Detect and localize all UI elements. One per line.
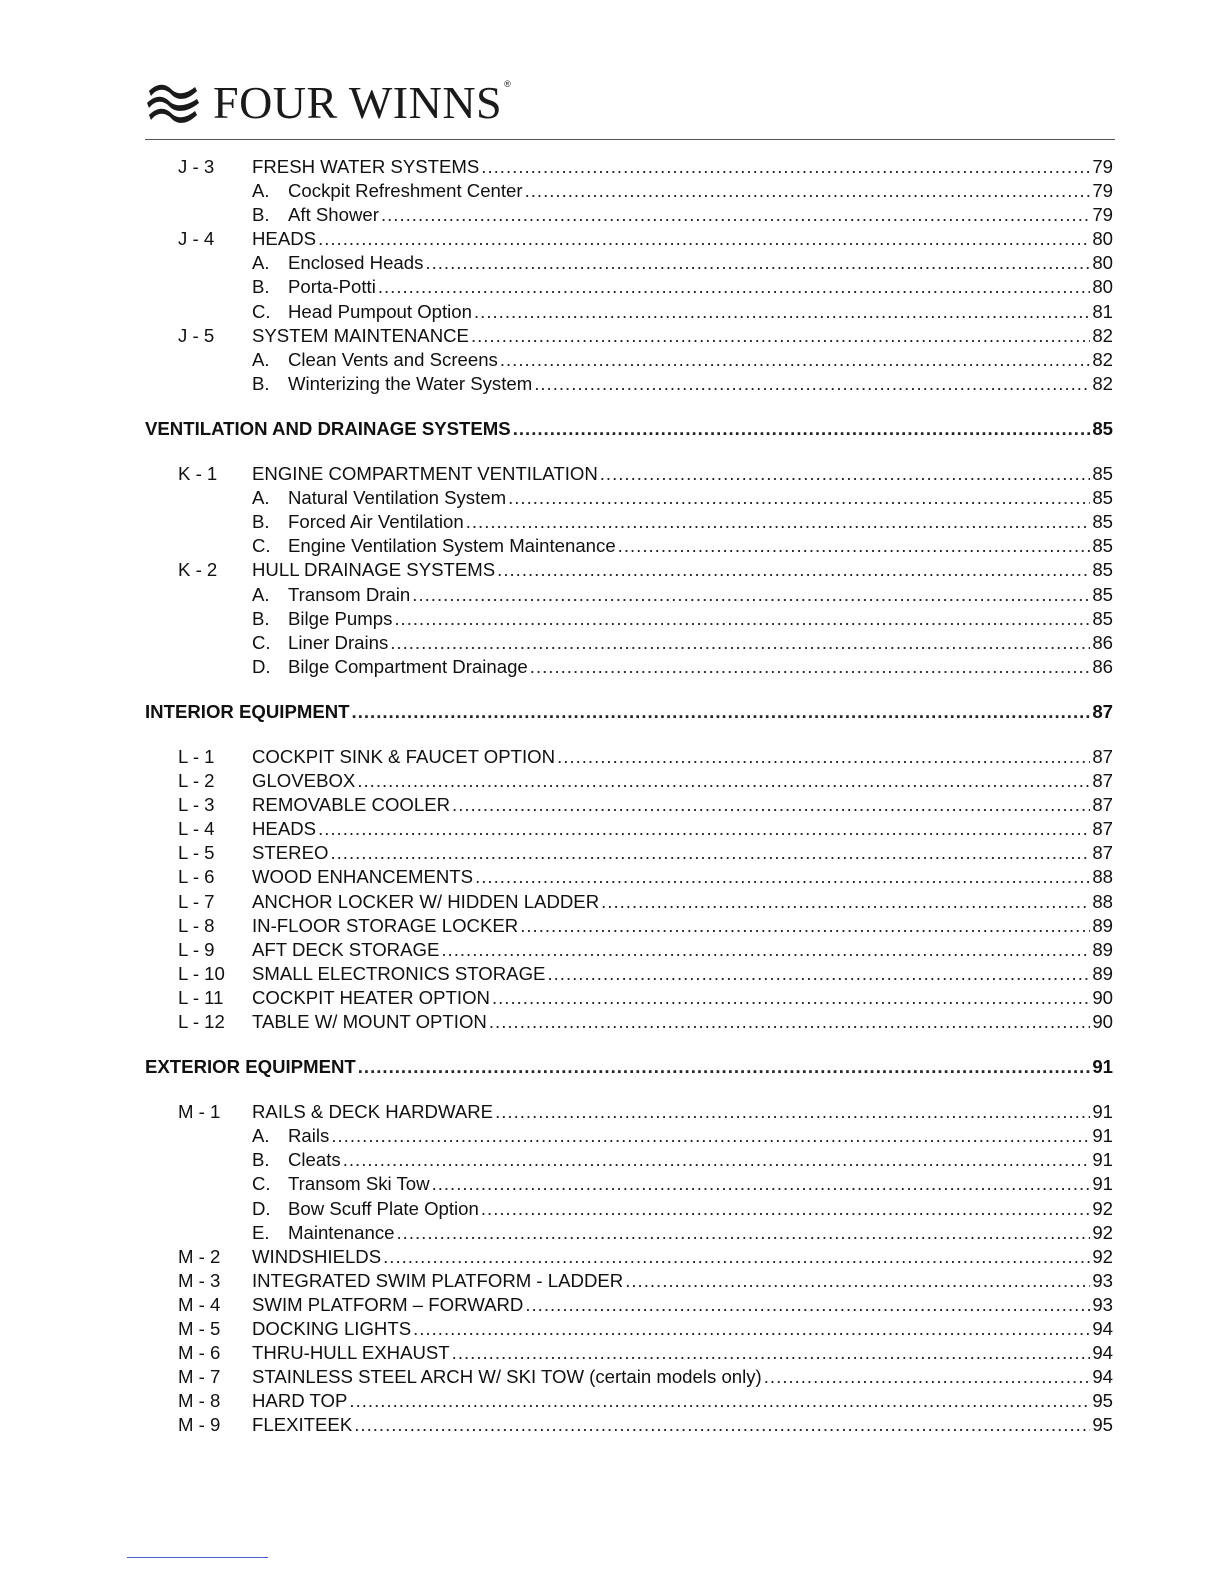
dot-leader xyxy=(432,1172,1091,1196)
toc-page-number: 93 xyxy=(1092,1293,1113,1315)
toc-entry[interactable] xyxy=(145,1413,1113,1437)
toc-subentry-letter: C. xyxy=(252,535,271,557)
dot-leader xyxy=(383,1245,1090,1269)
toc-entry[interactable] xyxy=(145,914,1113,938)
dot-leader xyxy=(481,155,1090,179)
toc-page-number: 94 xyxy=(1092,1366,1113,1388)
toc-entry[interactable] xyxy=(145,1100,1113,1124)
toc-page-number: 87 xyxy=(1092,842,1113,864)
dot-leader xyxy=(412,583,1090,607)
toc-entry-title: STAINLESS STEEL ARCH W/ SKI TOW (certain models only) xyxy=(252,1366,762,1388)
toc-entry-title: EXTERIOR EQUIPMENT xyxy=(145,1056,356,1078)
dot-leader xyxy=(492,986,1090,1010)
toc-page-number: 85 xyxy=(1092,583,1113,605)
toc-page-number: 82 xyxy=(1092,372,1113,394)
toc-entry-number: K - 1 xyxy=(178,463,218,485)
toc-entry-title: Cockpit Refreshment Center xyxy=(288,180,523,202)
toc-entry-number: M - 4 xyxy=(178,1293,221,1315)
toc-page-number: 91 xyxy=(1092,1056,1113,1078)
dot-leader xyxy=(349,1389,1090,1413)
toc-entry-number: M - 2 xyxy=(178,1245,221,1267)
toc-entry-number: M - 1 xyxy=(178,1101,221,1123)
toc-section-heading[interactable] xyxy=(145,1055,1113,1079)
waves-logo-icon xyxy=(145,81,201,125)
toc-page-number: 91 xyxy=(1092,1125,1113,1147)
dot-leader xyxy=(474,300,1090,324)
dot-leader xyxy=(475,865,1090,889)
toc-page-number: 88 xyxy=(1092,866,1113,888)
toc-subentry[interactable] xyxy=(145,583,1113,607)
toc-subentry-letter: B. xyxy=(252,511,270,533)
dot-leader xyxy=(358,1055,1091,1079)
toc-page-number: 93 xyxy=(1092,1269,1113,1291)
dot-leader xyxy=(600,462,1091,486)
table-of-contents xyxy=(145,155,1113,1438)
toc-subentry[interactable] xyxy=(145,631,1113,655)
toc-entry[interactable] xyxy=(145,817,1113,841)
toc-page-number: 80 xyxy=(1092,276,1113,298)
toc-subentry[interactable] xyxy=(145,1124,1113,1148)
toc-page-number: 95 xyxy=(1092,1414,1113,1436)
dot-leader xyxy=(318,817,1090,841)
toc-entry-title: SMALL ELECTRONICS STORAGE xyxy=(252,962,546,984)
toc-entry-title: Winterizing the Water System xyxy=(288,372,533,394)
toc-page-number: 86 xyxy=(1092,631,1113,653)
toc-subentry-letter: B. xyxy=(252,1149,270,1171)
toc-page-number: 91 xyxy=(1092,1101,1113,1123)
dot-leader xyxy=(489,1010,1090,1034)
toc-page-number: 81 xyxy=(1092,300,1113,322)
dot-leader xyxy=(471,324,1090,348)
toc-entry-title: HARD TOP xyxy=(252,1390,348,1412)
toc-entry-title: Head Pumpout Option xyxy=(288,300,472,322)
toc-subentry[interactable] xyxy=(145,534,1113,558)
toc-entry-title: HULL DRAINAGE SYSTEMS xyxy=(252,559,496,581)
toc-entry-number: L - 6 xyxy=(178,866,215,888)
dot-leader xyxy=(557,745,1090,769)
toc-subentry-letter: A. xyxy=(252,348,270,370)
header-divider xyxy=(145,139,1115,140)
toc-entry-title: FLEXITEEK xyxy=(252,1414,353,1436)
toc-entry-title: HEADS xyxy=(252,228,317,250)
toc-entry-title: ENGINE COMPARTMENT VENTILATION xyxy=(252,463,598,485)
toc-entry[interactable] xyxy=(145,1389,1113,1413)
toc-subentry-letter: B. xyxy=(252,607,270,629)
toc-entry[interactable] xyxy=(145,986,1113,1010)
dot-leader xyxy=(764,1365,1091,1389)
toc-page-number: 94 xyxy=(1092,1318,1113,1340)
toc-page-number: 89 xyxy=(1092,938,1113,960)
toc-subentry[interactable] xyxy=(145,251,1113,275)
toc-entry-title: AFT DECK STORAGE xyxy=(252,938,440,960)
toc-entry-number: J - 5 xyxy=(178,324,215,346)
toc-page-number: 82 xyxy=(1092,348,1113,370)
toc-page-number: 79 xyxy=(1092,156,1113,177)
toc-entry-number: L - 9 xyxy=(178,938,215,960)
toc-subentry[interactable] xyxy=(145,1221,1113,1245)
toc-entry-title: Forced Air Ventilation xyxy=(288,511,464,533)
dot-leader xyxy=(330,841,1090,865)
toc-subentry[interactable] xyxy=(145,372,1113,396)
toc-page-number: 95 xyxy=(1092,1390,1113,1412)
dot-leader xyxy=(441,938,1090,962)
toc-entry-title: Transom Ski Tow xyxy=(288,1173,430,1195)
dot-leader xyxy=(318,227,1090,251)
dot-leader xyxy=(513,417,1091,441)
toc-entry[interactable] xyxy=(145,1365,1113,1389)
toc-page-number: 85 xyxy=(1092,487,1113,509)
toc-subentry[interactable] xyxy=(145,275,1113,299)
toc-page-number: 90 xyxy=(1092,1011,1113,1032)
section-spacer xyxy=(145,679,1113,700)
toc-entry-number: M - 7 xyxy=(178,1366,221,1388)
toc-subentry-letter: C. xyxy=(252,1173,271,1195)
toc-entry-title: Bilge Compartment Drainage xyxy=(288,655,528,677)
toc-entry-title: WOOD ENHANCEMENTS xyxy=(252,866,474,888)
toc-page-number: 89 xyxy=(1092,914,1113,936)
dot-leader xyxy=(413,1317,1090,1341)
section-spacer xyxy=(145,724,1113,745)
toc-entry-number: M - 8 xyxy=(178,1390,221,1412)
toc-entry-title: Engine Ventilation System Maintenance xyxy=(288,535,616,557)
section-spacer xyxy=(145,396,1113,417)
dot-leader xyxy=(481,1197,1090,1221)
dot-leader xyxy=(425,251,1090,275)
toc-entry-number: L - 7 xyxy=(178,890,215,912)
toc-entry-title: IN-FLOOR STORAGE LOCKER xyxy=(252,914,519,936)
toc-page-number: 79 xyxy=(1092,204,1113,226)
toc-entry-title: COCKPIT SINK & FAUCET OPTION xyxy=(252,745,556,767)
toc-subentry[interactable] xyxy=(145,607,1113,631)
toc-page-number: 87 xyxy=(1092,818,1113,840)
toc-entry[interactable] xyxy=(145,793,1113,817)
toc-entry-title: VENTILATION AND DRAINAGE SYSTEMS xyxy=(145,417,511,439)
toc-section-heading[interactable] xyxy=(145,700,1113,724)
toc-page-number: 80 xyxy=(1092,228,1113,250)
toc-entry-title: THRU-HULL EXHAUST xyxy=(252,1342,450,1364)
toc-page-number: 87 xyxy=(1092,700,1113,722)
toc-subentry-letter: D. xyxy=(252,655,271,677)
dot-leader xyxy=(331,1124,1090,1148)
toc-entry[interactable] xyxy=(145,1245,1113,1269)
toc-subentry-letter: B. xyxy=(252,204,270,226)
dot-leader xyxy=(530,655,1091,679)
toc-page-number: 80 xyxy=(1092,252,1113,274)
toc-page-number: 85 xyxy=(1092,511,1113,533)
toc-subentry-letter: A. xyxy=(252,1125,270,1147)
dot-leader xyxy=(547,962,1090,986)
toc-entry-title: Bow Scuff Plate Option xyxy=(288,1197,479,1219)
toc-entry-number: L - 11 xyxy=(178,986,224,1008)
toc-entry-title: GLOVEBOX xyxy=(252,770,356,792)
toc-entry[interactable] xyxy=(145,865,1113,889)
toc-entry-number: M - 9 xyxy=(178,1414,221,1436)
toc-subentry[interactable] xyxy=(145,486,1113,510)
toc-entry-title: Porta-Potti xyxy=(288,276,376,298)
toc-entry-title: ANCHOR LOCKER W/ HIDDEN LADDER xyxy=(252,890,600,912)
dot-leader xyxy=(390,631,1090,655)
toc-entry-number: L - 1 xyxy=(178,745,215,767)
dot-leader xyxy=(534,372,1090,396)
toc-entry-title: DOCKING LIGHTS xyxy=(252,1318,412,1340)
toc-page-number: 87 xyxy=(1092,794,1113,816)
dot-leader xyxy=(378,275,1090,299)
toc-page-number: 92 xyxy=(1092,1245,1113,1267)
toc-entry-title: Liner Drains xyxy=(288,631,389,653)
toc-page-number: 92 xyxy=(1092,1197,1113,1219)
toc-entry-title: Clean Vents and Screens xyxy=(288,348,498,370)
toc-subentry-letter: A. xyxy=(252,583,270,605)
dot-leader xyxy=(525,1293,1090,1317)
toc-page-number: 90 xyxy=(1092,986,1113,1008)
toc-entry-title: TABLE W/ MOUNT OPTION xyxy=(252,1011,487,1032)
toc-entry-title: Transom Drain xyxy=(288,583,411,605)
toc-subentry-letter: A. xyxy=(252,180,270,202)
dot-leader xyxy=(352,700,1091,724)
toc-entry-title: INTEGRATED SWIM PLATFORM - LADDER xyxy=(252,1269,624,1291)
dot-leader xyxy=(625,1269,1090,1293)
toc-page-number: 88 xyxy=(1092,890,1113,912)
toc-entry[interactable] xyxy=(145,841,1113,865)
dot-leader xyxy=(452,793,1090,817)
dot-leader xyxy=(495,1100,1090,1124)
dot-leader xyxy=(500,348,1090,372)
toc-entry-title: Cleats xyxy=(288,1149,341,1171)
toc-entry-title: INTERIOR EQUIPMENT xyxy=(145,700,350,722)
toc-page-number: 85 xyxy=(1092,607,1113,629)
toc-entry[interactable] xyxy=(145,227,1113,251)
toc-entry-title: Maintenance xyxy=(288,1221,395,1243)
toc-entry-title: SWIM PLATFORM – FORWARD xyxy=(252,1293,524,1315)
toc-subentry[interactable] xyxy=(145,510,1113,534)
toc-subentry[interactable] xyxy=(145,300,1113,324)
toc-subentry[interactable] xyxy=(145,203,1113,227)
toc-subentry[interactable] xyxy=(145,655,1113,679)
toc-page-number: 85 xyxy=(1092,463,1113,485)
toc-entry-number: M - 5 xyxy=(178,1318,221,1340)
toc-entry-number: J - 3 xyxy=(178,156,215,177)
toc-page-number: 89 xyxy=(1092,962,1113,984)
toc-entry-number: M - 6 xyxy=(178,1342,221,1364)
toc-page-number: 91 xyxy=(1092,1149,1113,1171)
toc-entry-title: SYSTEM MAINTENANCE xyxy=(252,324,469,346)
brand-logo-text: FOUR WINNS ® xyxy=(213,77,512,128)
toc-entry-title: REMOVABLE COOLER xyxy=(252,794,451,816)
footer-link-underline xyxy=(127,1557,268,1558)
toc-subentry-letter: B. xyxy=(252,372,270,394)
toc-entry-number: L - 8 xyxy=(178,914,215,936)
section-spacer xyxy=(145,441,1113,462)
toc-entry[interactable] xyxy=(145,1293,1113,1317)
toc-page-number: 94 xyxy=(1092,1342,1113,1364)
toc-subentry-letter: C. xyxy=(252,631,271,653)
dot-leader xyxy=(525,179,1091,203)
toc-entry[interactable] xyxy=(145,1010,1113,1034)
toc-page-number: 92 xyxy=(1092,1221,1113,1243)
brand-header xyxy=(145,78,511,128)
dot-leader xyxy=(601,890,1090,914)
toc-entry-number: L - 2 xyxy=(178,770,215,792)
toc-entry-number: M - 3 xyxy=(178,1269,221,1291)
dot-leader xyxy=(452,1341,1091,1365)
toc-entry-number: L - 12 xyxy=(178,1011,225,1032)
toc-subentry-letter: E. xyxy=(252,1221,270,1243)
toc-entry-title: HEADS xyxy=(252,818,317,840)
toc-subentry[interactable] xyxy=(145,1172,1113,1196)
toc-entry[interactable] xyxy=(145,890,1113,914)
dot-leader xyxy=(357,769,1090,793)
toc-entry-title: STEREO xyxy=(252,842,329,864)
toc-entry[interactable] xyxy=(145,962,1113,986)
toc-entry-number: L - 5 xyxy=(178,842,215,864)
toc-entry[interactable] xyxy=(145,558,1113,582)
toc-page-number: 91 xyxy=(1092,1173,1113,1195)
toc-page-number: 85 xyxy=(1092,417,1113,439)
toc-subentry-letter: D. xyxy=(252,1197,271,1219)
toc-page-number: 87 xyxy=(1092,745,1113,767)
toc-subentry[interactable] xyxy=(145,1197,1113,1221)
toc-subentry[interactable] xyxy=(145,179,1113,203)
toc-entry-title: Bilge Pumps xyxy=(288,607,393,629)
toc-entry[interactable] xyxy=(145,938,1113,962)
section-spacer xyxy=(145,1079,1113,1100)
toc-entry[interactable] xyxy=(145,745,1113,769)
toc-entry-number: L - 4 xyxy=(178,818,215,840)
toc-entry-title: FRESH WATER SYSTEMS xyxy=(252,156,480,177)
toc-entry[interactable] xyxy=(145,1269,1113,1293)
dot-leader xyxy=(466,510,1091,534)
toc-subentry-letter: C. xyxy=(252,300,271,322)
toc-entry-title: COCKPIT HEATER OPTION xyxy=(252,986,490,1008)
toc-page-number: 86 xyxy=(1092,655,1113,677)
section-spacer xyxy=(145,1034,1113,1055)
toc-entry-title: Rails xyxy=(288,1125,330,1147)
toc-section-heading[interactable] xyxy=(145,417,1113,441)
toc-entry-title: WINDSHIELDS xyxy=(252,1245,382,1267)
toc-page-number: 82 xyxy=(1092,324,1113,346)
toc-entry-title: RAILS & DECK HARDWARE xyxy=(252,1101,494,1123)
toc-subentry-letter: A. xyxy=(252,252,270,274)
toc-page-number: 87 xyxy=(1092,770,1113,792)
dot-leader xyxy=(354,1413,1090,1437)
dot-leader xyxy=(381,203,1090,227)
toc-page-number: 85 xyxy=(1092,535,1113,557)
toc-entry[interactable] xyxy=(145,1317,1113,1341)
toc-entry-title: Aft Shower xyxy=(288,204,379,226)
toc-entry-number: L - 10 xyxy=(178,962,225,984)
toc-entry-number: L - 3 xyxy=(178,794,215,816)
toc-entry[interactable] xyxy=(145,155,1113,179)
toc-entry-number: K - 2 xyxy=(178,559,218,581)
toc-subentry[interactable] xyxy=(145,348,1113,372)
toc-entry[interactable] xyxy=(145,769,1113,793)
toc-entry-title: Natural Ventilation System xyxy=(288,487,507,509)
toc-entry[interactable] xyxy=(145,324,1113,348)
toc-entry[interactable] xyxy=(145,1341,1113,1365)
toc-entry-number: J - 4 xyxy=(178,228,215,250)
toc-subentry-letter: A. xyxy=(252,487,270,509)
toc-subentry-letter: B. xyxy=(252,276,270,298)
toc-page-number: 85 xyxy=(1092,559,1113,581)
dot-leader xyxy=(394,607,1090,631)
dot-leader xyxy=(508,486,1090,510)
toc-entry-title: Enclosed Heads xyxy=(288,252,424,274)
dot-leader xyxy=(618,534,1091,558)
dot-leader xyxy=(343,1148,1091,1172)
toc-entry[interactable] xyxy=(145,462,1113,486)
toc-subentry[interactable] xyxy=(145,1148,1113,1172)
toc-page-number: 79 xyxy=(1092,180,1113,202)
dot-leader xyxy=(396,1221,1090,1245)
dot-leader xyxy=(520,914,1090,938)
dot-leader xyxy=(497,558,1090,582)
